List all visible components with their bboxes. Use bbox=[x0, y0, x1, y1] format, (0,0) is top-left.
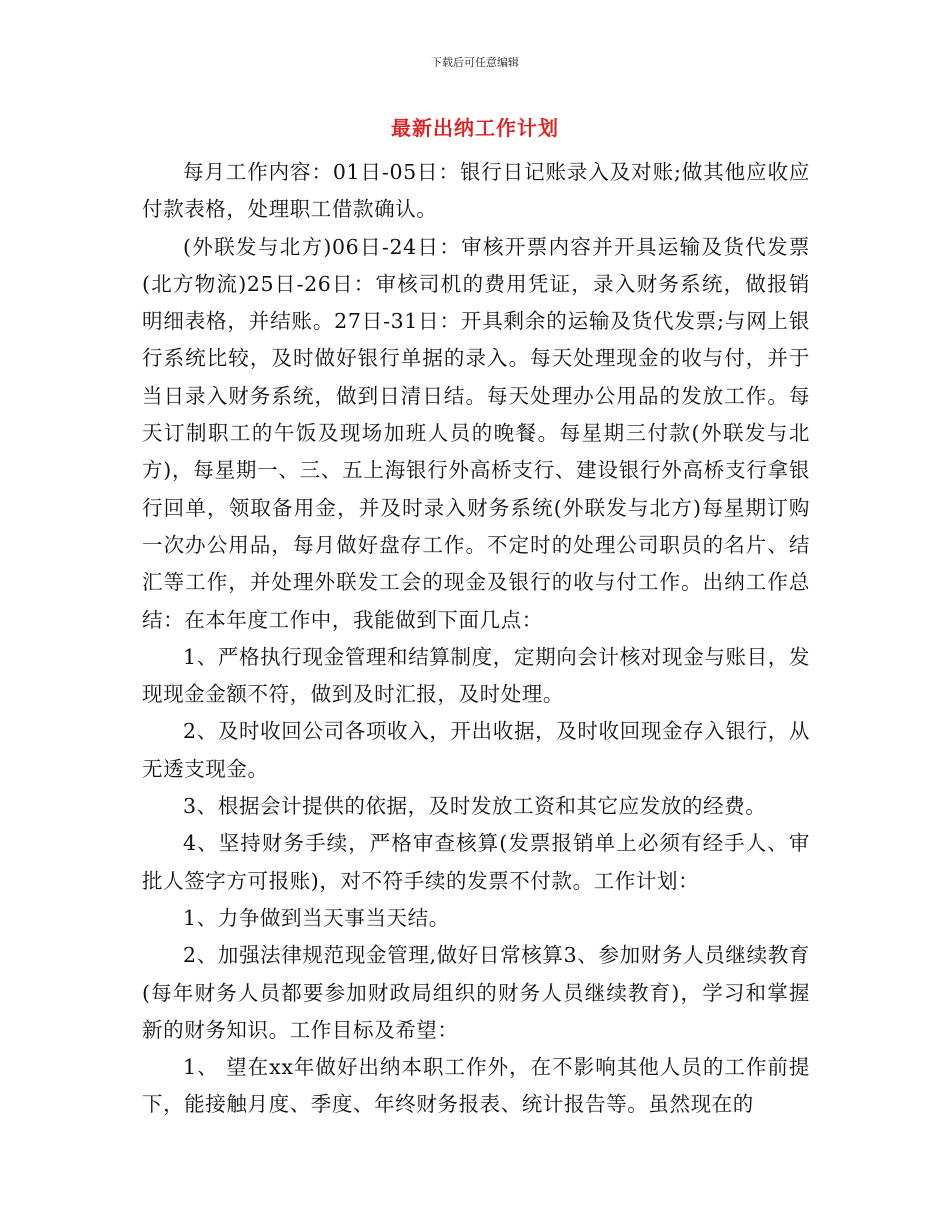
paragraph-item-4: 4、坚持财务手续，严格审查核算(发票报销单上必须有经手人、审批人签字方可报账)，对不符手续的发票不付款。工作计划： bbox=[142, 831, 810, 893]
paragraph-schedule: (外联发与北方)06日-24日：审核开票内容并开具运输及货代发票(北方物流)25日-26日：审核司机的费用凭证，录入财务系统，做报销明细表格，并结账。27日-31日：开具剩余的运输及货代发票;与网上银行系统比较，及时做好银行单据的录入。每天处理现金的收与付，并于当日录入财务系统，做到日清日结。每天处理办公用品的发放工作。每天订制职工的午饭及现场加班人员的晚餐。每星期三付款(外联发与北方)，每星期一、三、五上海银行外高桥支行、建设银行外高桥支行拿银行回单，领取备用金，并及时录入财务系统(外联发与北方)每星期订购一次办公用品，每月做好盘存工作。不定时的处理公司职员的名片、结汇等工作，并处理外联发工会的现金及银行的收与付工作。出纳工作总结：在本年度工作中，我能做到下面几点： bbox=[142, 234, 810, 632]
paragraph-item-1: 1、严格执行现金管理和结算制度，定期向会计核对现金与账目，发现现金金额不符，做到及时汇报，及时处理。 bbox=[142, 644, 810, 707]
document-body bbox=[142, 154, 810, 1124]
paragraph-monthly-work: 每月工作内容：01日-05日：银行日记账录入及对账;做其他应收应付款表格，处理职工借款确认。 bbox=[142, 160, 810, 222]
paragraph-item-2: 2、及时收回公司各项收入，开出收据，及时收回现金存入银行，从无透支现金。 bbox=[142, 719, 810, 781]
paragraph-goal-1: 1、 望在xx年做好出纳本职工作外，在不影响其他人员的工作前提下，能接触月度、季度、年终财务报表、统计报告等。虽然现在的 bbox=[142, 1055, 810, 1117]
paragraph-item-3: 3、根据会计提供的依据，及时发放工资和其它应发放的经费。 bbox=[183, 794, 767, 819]
header-note: 下载后可任意编辑 bbox=[431, 56, 519, 69]
document-title: 最新出纳工作计划 bbox=[391, 116, 559, 140]
paragraph-plan-1: 1、力争做到当天事当天结。 bbox=[183, 905, 450, 930]
paragraph-plan-2: 2、加强法律规范现金管理,做好日常核算3、参加财务人员继续教育(每年财务人员都要参加财政局组织的财务人员继续教育)，学习和掌握新的财务知识。工作目标及希望： bbox=[142, 943, 810, 1042]
